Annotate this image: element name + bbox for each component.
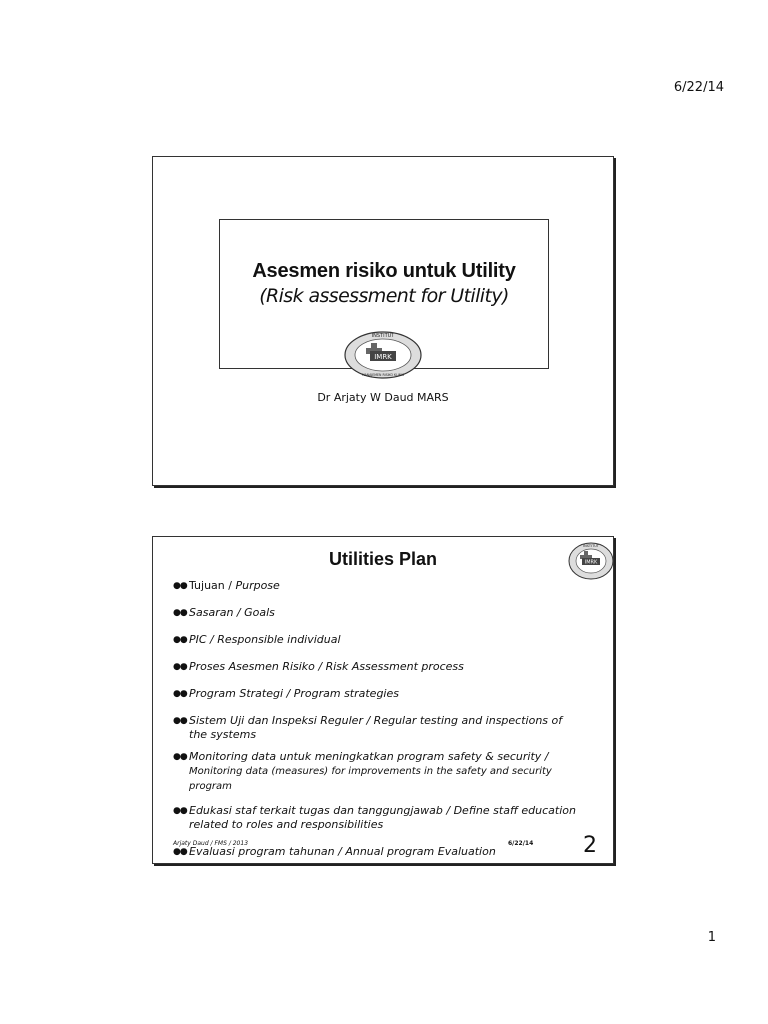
logo-small-center-text: IMRK (584, 559, 598, 566)
list-item: ●● Evaluasi program tahunan / Annual program Evaluation (173, 845, 496, 858)
imrk-logo-small (567, 541, 615, 581)
bullet-icon: ●● (173, 752, 187, 762)
slide-footer-date: 6/22/14 (508, 840, 534, 847)
slide-footer-author: Arjaty Daud / FMS / 2013 (173, 840, 249, 847)
bullet-icon: ●● (173, 662, 187, 672)
page-date: 6/22/14 (673, 80, 724, 95)
list-item: ●● Sasaran / Goals (173, 606, 275, 619)
slide-1-title: Asesmen risiko untuk Utility (252, 260, 516, 282)
bullet-icon: ●● (173, 716, 187, 726)
logo-small-ring-text: INSTITUT (583, 544, 599, 548)
slide-1 (152, 156, 614, 486)
list-item: ●● Proses Asesmen Risiko / Risk Assessment process (173, 660, 464, 673)
bullet-icon: ●● (173, 689, 187, 699)
logo-ring-text: INSTITUT (371, 333, 395, 339)
author: Dr Arjaty W Daud MARS (317, 391, 449, 404)
slide-number: 2 (583, 833, 597, 858)
list-item: ●● Monitoring data untuk meningkatkan program safety & security / Monitoring data (measures) for improvements in the safety and security program (173, 750, 552, 792)
list-item: ●● Tujuan / Purpose (173, 579, 280, 592)
slide-2-title: Utilities Plan (328, 549, 438, 569)
bullet-icon: ●● (173, 635, 187, 645)
list-item: ●● PIC / Responsible individual (173, 633, 341, 646)
bullet-icon: ●● (173, 806, 187, 816)
imrk-logo (343, 330, 423, 380)
bullet-icon: ●● (173, 581, 187, 591)
list-item: ●● Sistem Uji dan Inspeksi Reguler / Regular testing and inspections of the systems (173, 714, 563, 741)
page-number: 1 (707, 930, 716, 945)
slide-2 (152, 536, 614, 864)
bullet-icon: ●● (173, 847, 187, 857)
logo-center-text: IMRK (374, 353, 392, 361)
logo-lower-text: MANAJEMEN RISIKO KLINIS (361, 373, 405, 377)
bullet-icon: ●● (173, 608, 187, 618)
slide-1-subtitle: (Risk assessment for Utility) (259, 285, 509, 307)
title-box (219, 219, 549, 377)
list-item: ●● Edukasi staf terkait tugas dan tanggungjawab / Define staff education related to roles and responsibilities (173, 804, 576, 831)
list-item: ●● Program Strategi / Program strategies (173, 687, 399, 700)
